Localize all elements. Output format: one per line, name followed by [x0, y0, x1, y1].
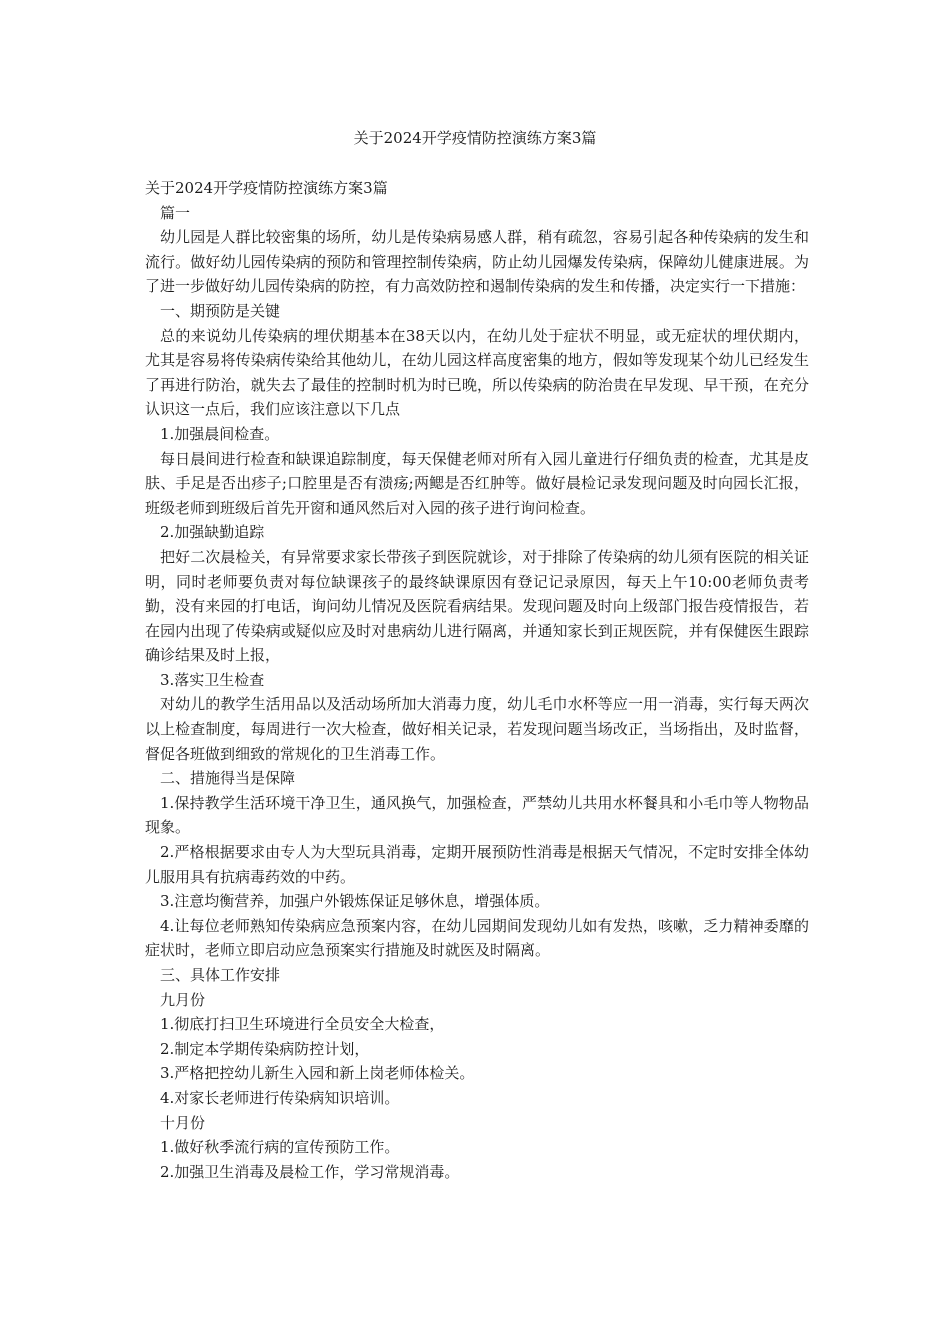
paragraph: 九月份: [160, 990, 206, 1009]
paragraph: 二、措施得当是保障: [160, 769, 296, 788]
paragraph: 1.彻底打扫卫生环境进行全员安全大检查，: [160, 1015, 445, 1034]
paragraph: 把好二次晨检关，有异常要求家长带孩子到医院就诊，对于排除了传染病的幼儿须有医院的相关证明，同时老师要负责对每位缺课孩子的最终缺课原因有登记记录原因，每天上午10:00老师负责考勤，没有来园的打电话，询问幼儿情况及医院看病结果。发现问题及时向上级部门报告疫情报告，若在园内出现了传染病或疑似应及时对患病幼儿进行隔离，并通知家长到正规医院，并有保健医生跟踪确诊结果及时上报，: [145, 547, 809, 665]
paragraph: 一、期预防是关键: [160, 301, 281, 320]
paragraph: 3.落实卫生检查: [160, 670, 265, 689]
paragraph: 4.让每位老师熟知传染病应急预案内容，在幼儿园期间发现幼儿如有发热，咳嗽，乏力精神委靡的症状时，老师立即启动应急预案实行措施及时就医及时隔离。: [145, 916, 809, 960]
paragraph: 篇一: [160, 203, 191, 222]
paragraph: 2.加强缺勤追踪: [160, 523, 265, 542]
paragraph: 关于2024开学疫情防控演练方案3篇: [145, 179, 388, 197]
paragraph: 三、具体工作安排: [160, 966, 281, 984]
paragraph: 4.对家长老师进行传染病知识培训。: [160, 1088, 400, 1107]
paragraph: 3.严格把控幼儿新生入园和新上岗老师体检关。: [160, 1064, 475, 1083]
paragraph: 幼儿园是人群比较密集的场所，幼儿是传染病易感人群，稍有疏忽，容易引起各种传染病的发生和流行。做好幼儿园传染病的预防和管理控制传染病，防止幼儿园爆发传染病，保障幼儿健康进展。为了进一步做好幼儿园传染病的防控，有力高效防控和遏制传染病的发生和传播，决定实行一下措施：: [145, 228, 809, 296]
paragraph: 1.加强晨间检查。: [160, 424, 280, 443]
paragraph: 2.加强卫生消毒及晨检工作，学习常规消毒。: [160, 1162, 460, 1181]
paragraph: 对幼儿的教学生活用品以及活动场所加大消毒力度，幼儿毛巾水杯等应一用一消毒，实行每天两次以上检查制度，每周进行一次大检查，做好相关记录，若发现问题当场改正，当场指出，及时监督，督促各班做到细致的常规化的卫生消毒工作。: [145, 695, 809, 763]
document-title: 关于2024开学疫情防控演练方案3篇: [353, 129, 597, 147]
paragraph: 1.做好秋季流行病的宣传预防工作。: [160, 1138, 400, 1157]
paragraph: 1.保持教学生活环境干净卫生，通风换气，加强检查，严禁幼儿共用水杯餐具和小毛巾等人物物品现象。: [145, 793, 809, 837]
document-body: [145, 176, 809, 1184]
paragraph: 3.注意均衡营养，加强户外锻炼保证足够休息，增强体质。: [160, 892, 550, 911]
paragraph: 总的来说幼儿传染病的埋伏期基本在38天以内，在幼儿处于症状不明显，或无症状的埋伏期内，尤其是容易将传染病传染给其他幼儿，在幼儿园这样高度密集的地方，假如等发现某个幼儿已经发生了再进行防治，就失去了最佳的控制时机为时已晚，所以传染病的防治贵在早发现、早干预，在充分认识这一点后，我们应该注意以下几点: [145, 326, 809, 419]
paragraph: 十月份: [160, 1113, 206, 1132]
paragraph: 2.制定本学期传染病防控计划，: [160, 1039, 370, 1058]
paragraph: 2.严格根据要求由专人为大型玩具消毒，定期开展预防性消毒是根据天气情况，不定时安排全体幼儿服用具有抗病毒药效的中药。: [145, 843, 809, 886]
paragraph: 每日晨间进行检查和缺课追踪制度，每天保健老师对所有入园儿童进行仔细负责的检查，尤其是皮肤、手足是否出疹子;口腔里是否有溃疡;两鳃是否红肿等。做好晨检记录发现问题及时向园长汇报，班级老师到班级后首先开窗和通风然后对入园的孩子进行询问检查。: [145, 449, 809, 517]
